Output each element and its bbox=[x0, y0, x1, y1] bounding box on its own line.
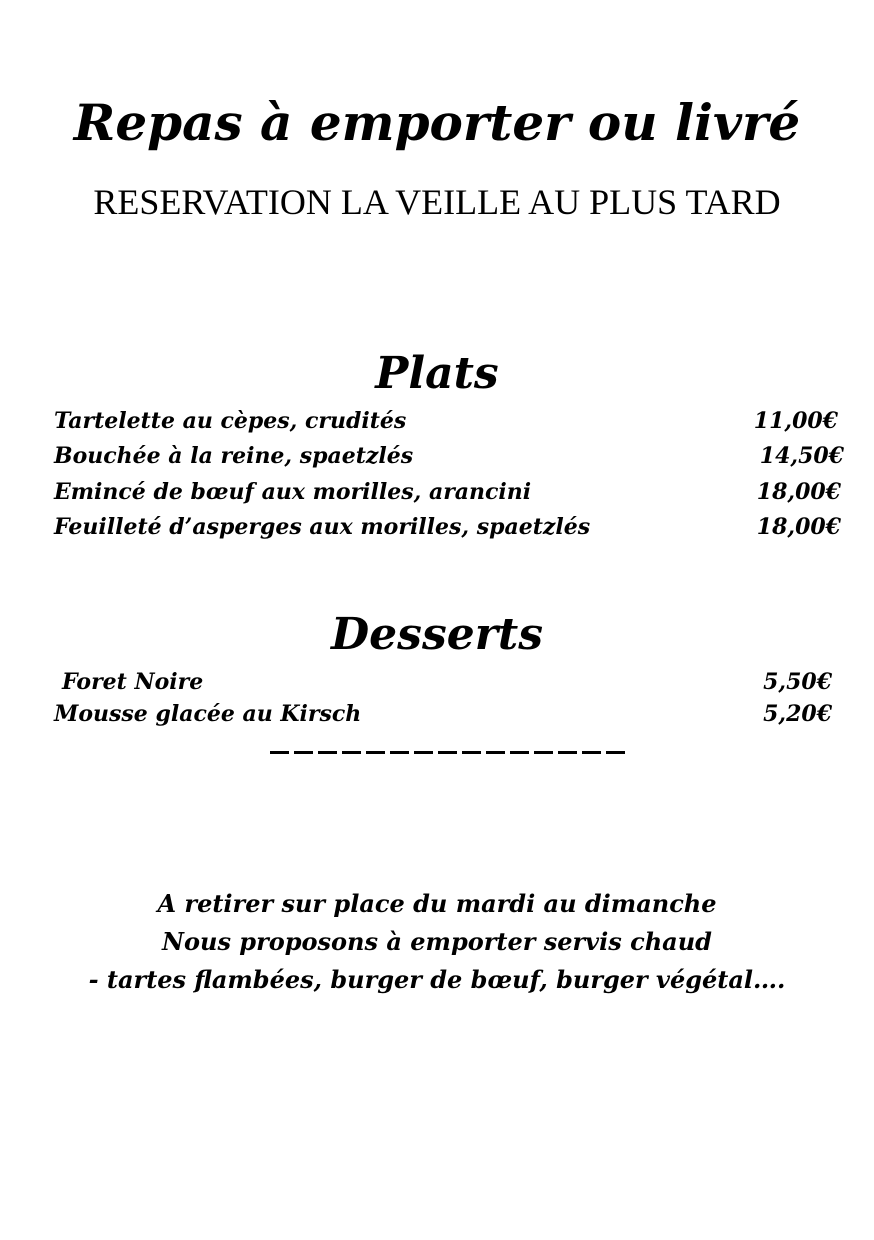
menu-item-price: 5,50€ bbox=[763, 669, 832, 695]
menu-item-price: 18,00€ bbox=[756, 479, 841, 505]
menu-item-price: 18,00€ bbox=[756, 514, 841, 540]
menu-item bbox=[54, 403, 844, 439]
takeaway-info: Nous proposons à emporter servis chaud bbox=[162, 927, 712, 956]
section-heading-desserts: Desserts bbox=[331, 609, 543, 660]
menu-item-name: Bouchée à la reine, spaetzlés bbox=[54, 443, 414, 469]
menu-item-name: Feuilleté d’asperges aux morilles, spaetzlés bbox=[54, 514, 591, 540]
menu-item bbox=[54, 664, 844, 700]
takeaway-items: - tartes flambées, burger de bœuf, burger végétal…. bbox=[88, 965, 786, 994]
menu-item-price: 14,50€ bbox=[759, 443, 844, 469]
page-title: Repas à emporter ou livré bbox=[73, 93, 801, 152]
menu-item-price: 11,00€ bbox=[753, 408, 838, 434]
menu-item bbox=[54, 509, 844, 545]
menu-item-name: Foret Noire bbox=[62, 669, 204, 695]
reservation-notice: RESERVATION LA VEILLE AU PLUS TARD bbox=[93, 182, 781, 222]
menu-item bbox=[54, 438, 844, 474]
menu-item-price: 5,20€ bbox=[763, 701, 832, 727]
section-heading-plats: Plats bbox=[375, 348, 499, 399]
menu-item-name: Mousse glacée au Kirsch bbox=[54, 701, 362, 727]
menu-item-name: Tartelette au cèpes, crudités bbox=[54, 408, 407, 434]
menu-item bbox=[54, 474, 844, 510]
menu-item bbox=[54, 696, 844, 732]
menu-item-name: Emincé de bœuf aux morilles, arancini bbox=[54, 479, 532, 505]
dashed-divider bbox=[270, 746, 625, 758]
pickup-info: A retirer sur place du mardi au dimanche bbox=[157, 889, 717, 918]
